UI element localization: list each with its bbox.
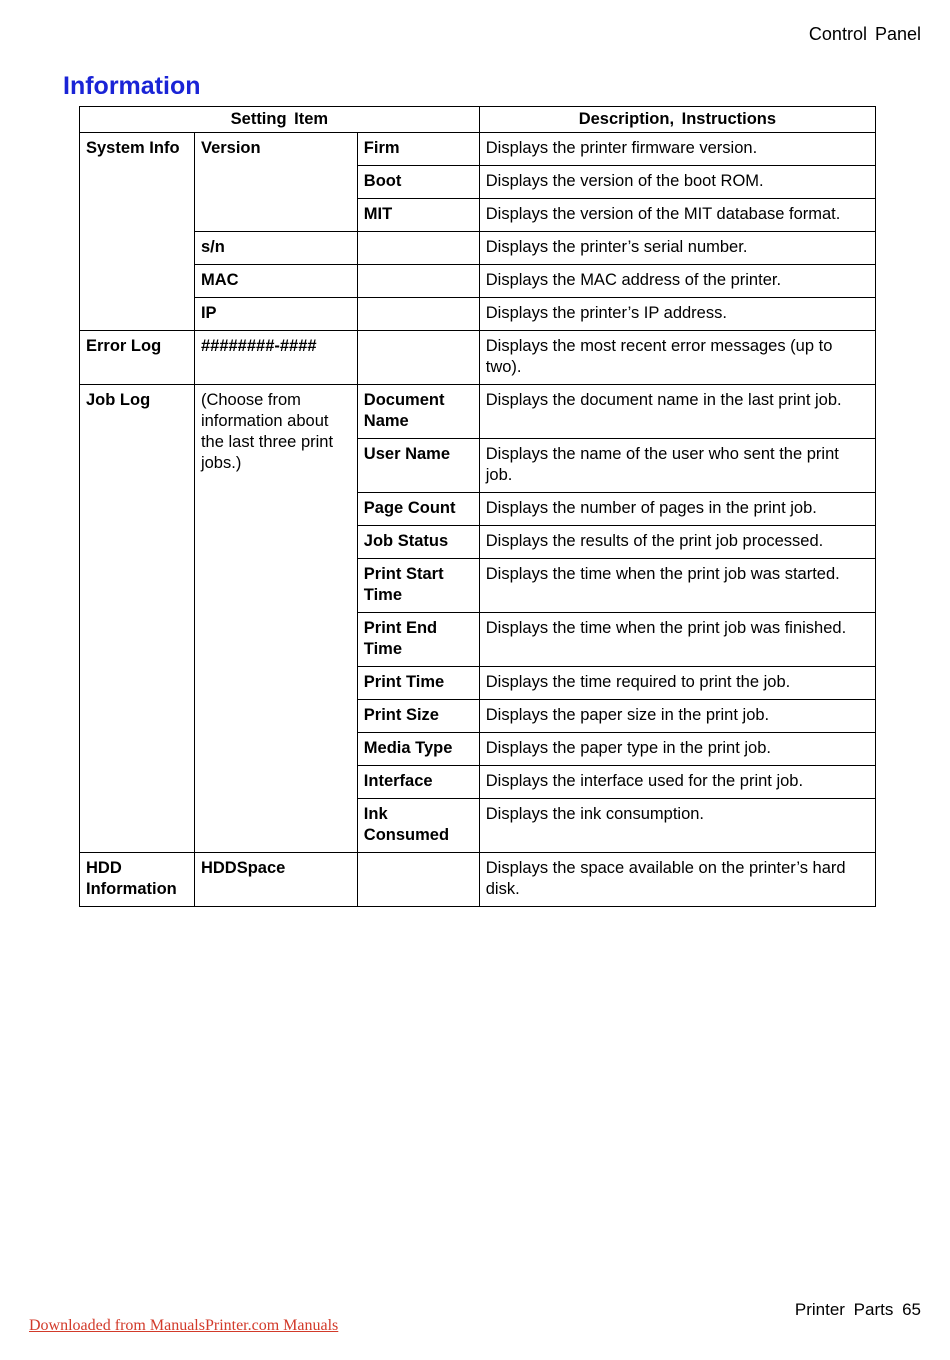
subitem-print-end-time: Print End Time xyxy=(357,613,479,667)
header-setting-item: Setting Item xyxy=(80,107,480,133)
running-header: Control Panel xyxy=(808,24,921,44)
table-row xyxy=(80,133,876,166)
desc-document-name: Displays the document name in the last print job. xyxy=(479,385,875,439)
desc-print-end-time: Displays the time when the print job was finished. xyxy=(479,613,875,667)
table-row xyxy=(80,265,876,298)
empty-cell xyxy=(357,265,479,298)
subitem-firm: Firm xyxy=(357,133,479,166)
subitem-boot: Boot xyxy=(357,166,479,199)
subitem-print-start-time: Print Start Time xyxy=(357,559,479,613)
subitem-ink-consumed: Ink Consumed xyxy=(357,799,479,853)
information-settings-table xyxy=(79,106,876,907)
desc-hddspace: Displays the space available on the printer’s hard disk. xyxy=(479,853,875,907)
table-row xyxy=(80,385,876,439)
subitem-user-name: User Name xyxy=(357,439,479,493)
empty-cell xyxy=(357,298,479,331)
subitem-print-size: Print Size xyxy=(357,700,479,733)
group-system-info: System Info xyxy=(80,133,195,331)
desc-user-name: Displays the name of the user who sent the print job. xyxy=(479,439,875,493)
item-sn: s/n xyxy=(194,232,357,265)
item-hddspace: HDDSpace xyxy=(194,853,357,907)
group-job-log: Job Log xyxy=(80,385,195,853)
subitem-media-type: Media Type xyxy=(357,733,479,766)
table-header-row xyxy=(80,107,876,133)
desc-mac: Displays the MAC address of the printer. xyxy=(479,265,875,298)
table-row xyxy=(80,232,876,265)
header-description: Description, Instructions xyxy=(479,107,875,133)
desc-sn: Displays the printer’s serial number. xyxy=(479,232,875,265)
table-row xyxy=(80,331,876,385)
item-error-code: ########-#### xyxy=(194,331,357,385)
group-hdd-information: HDD Information xyxy=(80,853,195,907)
subitem-job-status: Job Status xyxy=(357,526,479,559)
empty-cell xyxy=(357,331,479,385)
subitem-print-time: Print Time xyxy=(357,667,479,700)
job-log-note: (Choose from information about the last three print jobs.) xyxy=(194,385,357,853)
empty-cell xyxy=(357,232,479,265)
desc-media-type: Displays the paper type in the print job. xyxy=(479,733,875,766)
desc-print-start-time: Displays the time when the print job was started. xyxy=(479,559,875,613)
item-ip: IP xyxy=(194,298,357,331)
section-title: Information xyxy=(63,72,201,100)
desc-print-time: Displays the time required to print the job. xyxy=(479,667,875,700)
desc-job-status: Displays the results of the print job processed. xyxy=(479,526,875,559)
desc-error-log: Displays the most recent error messages (up to two). xyxy=(479,331,875,385)
subitem-document-name: Document Name xyxy=(357,385,479,439)
desc-ip: Displays the printer’s IP address. xyxy=(479,298,875,331)
desc-page-count: Displays the number of pages in the print job. xyxy=(479,493,875,526)
desc-interface: Displays the interface used for the print job. xyxy=(479,766,875,799)
subitem-page-count: Page Count xyxy=(357,493,479,526)
desc-firm: Displays the printer firmware version. xyxy=(479,133,875,166)
desc-print-size: Displays the paper size in the print job. xyxy=(479,700,875,733)
desc-boot: Displays the version of the boot ROM. xyxy=(479,166,875,199)
desc-ink-consumed: Displays the ink consumption. xyxy=(479,799,875,853)
group-error-log: Error Log xyxy=(80,331,195,385)
desc-mit: Displays the version of the MIT database format. xyxy=(479,199,875,232)
table-row xyxy=(80,298,876,331)
page-footer: Printer Parts 65 xyxy=(794,1300,921,1319)
item-version: Version xyxy=(194,133,357,232)
item-mac: MAC xyxy=(194,265,357,298)
table-row xyxy=(80,853,876,907)
subitem-mit: MIT xyxy=(357,199,479,232)
download-source-link[interactable]: Downloaded from ManualsPrinter.com Manuals xyxy=(29,1317,339,1334)
empty-cell xyxy=(357,853,479,907)
subitem-interface: Interface xyxy=(357,766,479,799)
